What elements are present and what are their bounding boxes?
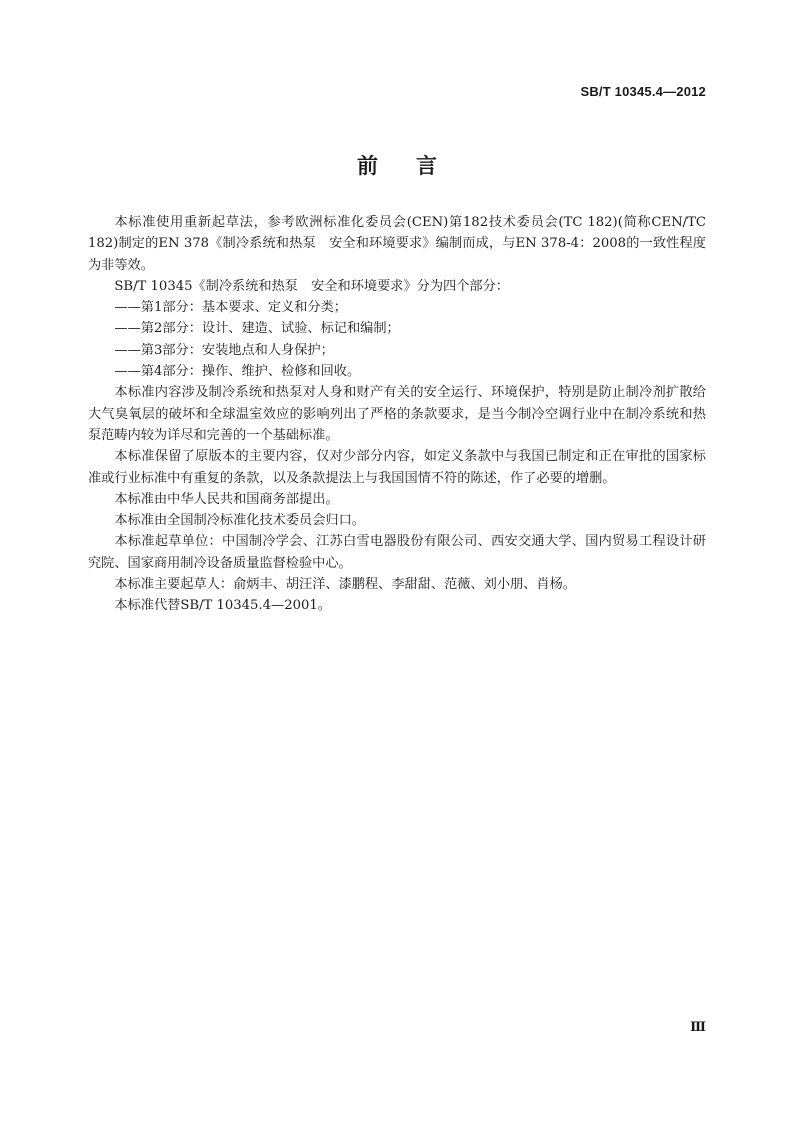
list-item-part-1: ——第1部分：基本要求、定义和分类； bbox=[114, 300, 347, 316]
paragraph-parts-intro: SB/T 10345《制冷系统和热泵 安全和环境要求》分为四个部分： bbox=[114, 278, 509, 294]
paragraph-drafting-units: 本标准起草单位：中国制冷学会、江苏白雪电器股份有限公司、西安交通大学、国内贸易工程设计研究院、国家商用制冷设备质量监督检验中心。 bbox=[88, 534, 706, 571]
paragraph-scope: 本标准内容涉及制冷系统和热泵对人身和财产有关的安全运行、环境保护，特别是防止制冷剂扩散给大气臭氧层的破坏和全球温室效应的影响列出了严格的条款要求，是当今制冷空调行业中在制冷系统和热泵范畴内较为详尽和完善的一个基础标准。 bbox=[88, 385, 706, 443]
page-number: Ⅲ bbox=[690, 1020, 706, 1035]
paragraph-proposer: 本标准由中华人民共和国商务部提出。 bbox=[114, 491, 339, 507]
paragraph-committee: 本标准由全国制冷标准化技术委员会归口。 bbox=[114, 513, 365, 529]
page-title: 前言 bbox=[357, 154, 475, 178]
foreword-body bbox=[88, 212, 706, 617]
list-item-part-3: ——第3部分：安装地点和人身保护； bbox=[114, 342, 334, 358]
paragraph-drafters: 本标准主要起草人：俞炳丰、胡汪洋、漆鹏程、李甜甜、范薇、刘小朋、肖杨。 bbox=[114, 577, 576, 593]
list-item-part-4: ——第4部分：操作、维护、检修和回收。 bbox=[114, 364, 361, 380]
paragraph-replaces: 本标准代替SB/T 10345.4—2001。 bbox=[114, 598, 331, 614]
standard-code: SB/T 10345.4—2012 bbox=[580, 84, 706, 99]
paragraph-drafting-method: 本标准使用重新起草法，参考欧洲标准化委员会(CEN)第182技术委员会(TC 182)(简称CEN/TC 182)制定的EN 378《制冷系统和热泵 安全和环境要求》编制而成，与EN 378-4：2008的一致性程度为非等效。 bbox=[88, 215, 706, 273]
paragraph-revision: 本标准保留了原版本的主要内容，仅对少部分内容，如定义条款中与我国已制定和正在审批的国家标准或行业标准中有重复的条款，以及条款提法上与我国国情不符的陈述，作了必要的增删。 bbox=[88, 449, 706, 486]
list-item-part-2: ——第2部分：设计、建造、试验、标记和编制； bbox=[114, 321, 400, 337]
